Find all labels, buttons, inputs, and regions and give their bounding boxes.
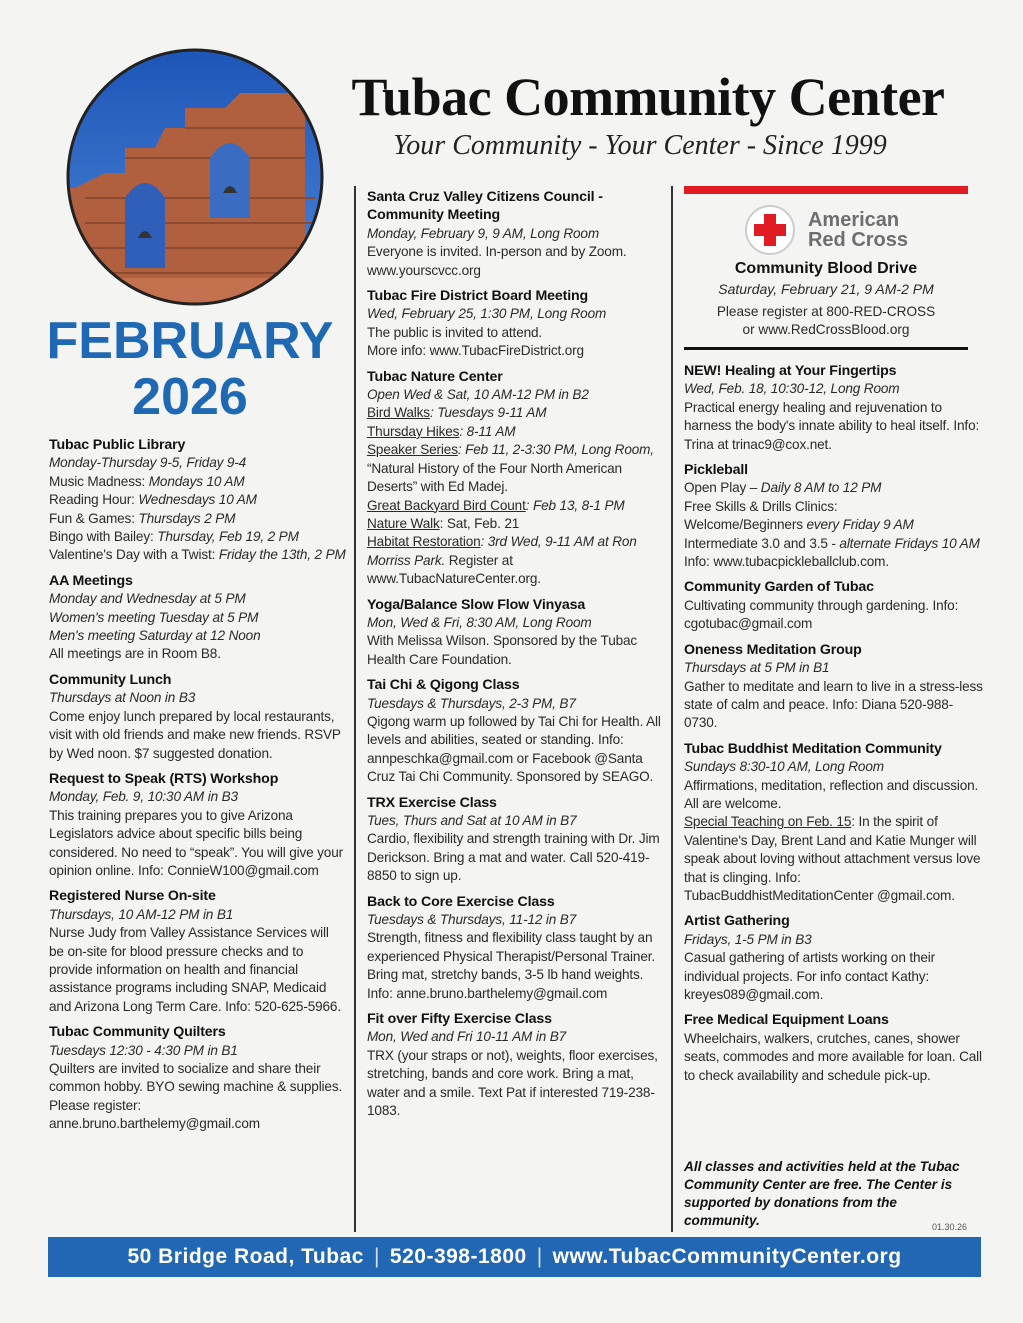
event-text: Tues, Thurs and Sat at 10 AM in B7 (367, 813, 577, 828)
event-detail-line (367, 497, 663, 515)
month-year-heading (40, 313, 340, 425)
event-title: Yoga/Balance Slow Flow Vinyasa (367, 596, 586, 613)
event-title: TRX Exercise Class (367, 794, 497, 811)
event-detail-line (367, 911, 663, 929)
column-right (684, 362, 986, 1092)
event-detail-line (367, 515, 663, 533)
event-section (367, 676, 663, 786)
event-text: : 8-11 AM (459, 423, 516, 439)
event-text: Thursdays 2 PM (138, 510, 236, 526)
event-detail-line (49, 546, 347, 564)
event-subheading: Nature Walk (367, 515, 440, 531)
event-detail-line (367, 533, 663, 588)
event-detail-line (367, 713, 663, 787)
event-detail-line (684, 479, 986, 497)
event-title: Free Medical Equipment Loans (684, 1012, 889, 1029)
event-subheading: Bird Walks (367, 405, 430, 421)
event-subheading: Habitat Restoration (367, 534, 481, 550)
event-text: Tuesdays 12:30 - 4:30 PM in B1 (49, 1042, 238, 1058)
event-text: Fun & Games: (49, 510, 139, 526)
event-title: Santa Cruz Valley Citizens Council - Community Meeting (367, 189, 603, 224)
event-detail-line (367, 305, 663, 323)
event-text: Friday the 13th, 2 PM (218, 547, 346, 563)
event-text: Valentine's Day with a Twist: (49, 547, 219, 563)
event-text: : Feb 11, 2-3:30 PM, Long Room, (457, 442, 654, 458)
event-text: Intermediate 3.0 and 3.5 - (684, 535, 840, 551)
event-subheading: Great Backyard Bird Count (367, 497, 526, 513)
brand-line-1: American (807, 209, 900, 231)
event-subheading: Speaker Series (367, 442, 458, 458)
event-detail-line (367, 386, 663, 404)
event-section (684, 912, 986, 1004)
event-text: All meetings are in Room B8. (49, 646, 221, 662)
event-text: Music Madness: (49, 473, 149, 489)
event-detail-line (367, 243, 663, 280)
event-section (684, 578, 986, 633)
event-subheading: Special Teaching on Feb. 15 (684, 814, 852, 830)
event-text: : Feb 13, 8-1 PM (525, 497, 625, 513)
red-cross-logo (684, 204, 968, 256)
event-title: Tubac Buddhist Meditation Community (684, 740, 942, 757)
event-text: alternate Fridays 10 AM (839, 535, 980, 551)
separator: | (373, 1245, 380, 1268)
event-section (684, 461, 986, 571)
event-title: Pickleball (684, 462, 748, 479)
event-text: Info: www.tubacpickleballclub.com. (684, 554, 889, 570)
event-detail-line (684, 678, 986, 733)
red-cross-blood-drive (684, 186, 968, 350)
event-title: Community Lunch (49, 671, 172, 688)
event-detail-line (367, 324, 663, 342)
footer-website[interactable]: www.TubacCommunityCenter.org (552, 1245, 902, 1268)
event-title: Community Garden of Tubac (684, 579, 874, 596)
event-text: Tuesdays & Thursdays, 2-3 PM, B7 (367, 695, 576, 711)
event-detail-line (367, 830, 663, 885)
event-section (49, 770, 347, 880)
event-detail-line (684, 777, 986, 814)
event-detail-line (684, 380, 986, 398)
register-website: or www.RedCrossBlood.org (742, 322, 910, 337)
event-detail-line (367, 812, 663, 830)
free-activities-note: All classes and activities held at the Tubac Community Center are free. The Center is supported by donations from the community. (684, 1159, 960, 1228)
event-detail-line (367, 423, 663, 441)
event-section (367, 1010, 663, 1120)
event-text: More info: www.TubacFireDistrict.org (367, 343, 584, 359)
event-section (684, 641, 986, 733)
year: 2026 (132, 368, 248, 426)
event-section (367, 287, 663, 361)
event-detail-line (49, 645, 347, 663)
event-detail-line (684, 399, 986, 454)
column-middle (367, 188, 663, 1128)
page-title: Tubac Community Center (351, 67, 945, 127)
event-title: Tubac Fire District Board Meeting (367, 288, 589, 305)
tagline: Your Community - Your Center - Since 1999 (393, 130, 887, 161)
event-text: Cardio, flexibility and strength training with Dr. Jim Derickson. Bring a mat and water. Call 520-419-8850 to sign up. (367, 831, 660, 884)
event-text: Wednesdays 10 AM (138, 492, 257, 508)
event-title: Tubac Nature Center (367, 368, 503, 385)
event-text: : Tuesdays 9-11 AM (429, 405, 547, 421)
event-text: Men's meeting Saturday at 12 Noon (49, 628, 261, 644)
event-section (367, 893, 663, 1003)
event-text: Thursdays, 10 AM-12 PM in B1 (49, 906, 234, 922)
event-text: Women's meeting Tuesday at 5 PM (49, 609, 259, 625)
event-detail-line (367, 1028, 663, 1046)
event-detail-line (684, 498, 986, 516)
event-text: Thursdays at Noon in B3 (49, 690, 196, 706)
event-detail-line (684, 516, 986, 534)
event-section (367, 188, 663, 280)
event-text: TRX (your straps or not), weights, floor exercises, stretching, bands and core work. Bring a mat, water and a smile. Text Pat if interested 719-238-1083. (367, 1047, 658, 1119)
event-section (367, 794, 663, 886)
event-detail-line (49, 473, 347, 491)
event-title: Tai Chi & Qigong Class (367, 677, 520, 694)
event-detail-line (367, 632, 663, 669)
event-text: : Sat, Feb. 21 (439, 515, 520, 531)
event-section (684, 740, 986, 906)
separator: | (536, 1245, 543, 1268)
footer-bar (48, 1237, 981, 1277)
event-section (49, 887, 347, 1016)
event-text: Open Play – (684, 480, 761, 496)
event-text: Thursdays at 5 PM in B1 (684, 660, 830, 676)
event-section (49, 1023, 347, 1133)
footer-address: 50 Bridge Road, Tubac (127, 1245, 364, 1268)
event-text: With Melissa Wilson. Sponsored by the Tubac Health Care Foundation. (367, 633, 638, 667)
footer-phone: 520-398-1800 (389, 1245, 527, 1268)
event-text: Mon, Wed & Fri, 8:30 AM, Long Room (367, 614, 592, 630)
event-detail-line (49, 807, 347, 881)
event-text: Monday and Wednesday at 5 PM (49, 591, 246, 607)
event-title: Back to Core Exercise Class (367, 893, 555, 910)
event-text: Register at www.TubacNatureCenter.org. (367, 552, 541, 587)
event-text: Bingo with Bailey: (49, 529, 158, 545)
event-text: Cultivating community through gardening. Info: cgotubac@gmail.com (684, 597, 959, 632)
event-detail-line (49, 708, 347, 763)
event-detail-line (49, 510, 347, 528)
event-text: Monday-Thursday 9-5, Friday 9-4 (49, 455, 247, 471)
event-text: every Friday 9 AM (806, 517, 914, 533)
event-title: Fit over Fifty Exercise Class (367, 1011, 552, 1028)
event-text: “Natural History of the Four North American Deserts” with Ed Madej. (367, 460, 622, 495)
event-text: Reading Hour: (49, 492, 139, 508)
column-divider (671, 186, 673, 1232)
divider (684, 347, 968, 350)
event-title: Registered Nurse On-site (49, 888, 216, 905)
event-detail-line (367, 695, 663, 713)
event-text: : 3rd Wed, 9-11 AM at Ron Morriss Park. (367, 534, 637, 568)
event-section (49, 671, 347, 763)
event-title: AA Meetings (49, 572, 133, 589)
event-text: Fridays, 1-5 PM in B3 (684, 931, 812, 947)
event-text: Tuesdays & Thursdays, 11-12 in B7 (367, 912, 577, 928)
event-detail-line (49, 609, 347, 627)
event-text: Quilters are invited to socialize and share their common hobby. BYO sewing machine & supplies. Please register: anne.bruno.barthelemy@gmail.com (49, 1061, 343, 1132)
event-detail-line (684, 813, 986, 905)
event-detail-line (49, 590, 347, 608)
event-detail-line (367, 441, 663, 496)
event-title: Tubac Public Library (49, 437, 186, 453)
event-text: Qigong warm up followed by Tai Chi for Health. All levels and abilities, seated or standing. Info: annpeschka@gmail.com or Facebook @Santa Cruz Tai Chi Community. Sponsored by SEAGO. (367, 713, 661, 785)
event-text: Nurse Judy from Valley Assistance Services will be on-site for blood pressure checks and to provide information on health and financial assistance programs including SNAP, Medicaid and Arizona Long Term Care. Info: 520-625-5966. (49, 925, 341, 1014)
event-text: Strength, fitness and flexibility class taught by an experienced Physical Therapist/Personal Trainer. Bring mat, stretchy bands, 3-5 lb hand weights. Info: anne.bruno.barthelemy@gmail.com (367, 930, 655, 1001)
event-detail-line (49, 454, 347, 472)
event-title: Request to Speak (RTS) Workshop (49, 770, 279, 787)
event-section (49, 572, 347, 664)
red-bar (684, 186, 968, 194)
event-detail-line (684, 758, 986, 776)
event-text: Wed, February 25, 1:30 PM, Long Room (367, 306, 607, 322)
event-detail-line (49, 528, 347, 546)
event-detail-line (49, 788, 347, 806)
event-detail-line (367, 225, 663, 243)
event-text: Wed, Feb. 18, 10:30-12, Long Room (684, 381, 900, 397)
event-section (49, 436, 347, 565)
brand-line-2: Red Cross (807, 229, 909, 251)
event-detail-line (367, 1047, 663, 1121)
event-detail-line (49, 627, 347, 645)
event-detail-line (684, 597, 986, 634)
event-text: Thursday, Feb 19, 2 PM (157, 529, 299, 545)
event-detail-line (367, 929, 663, 1003)
event-section (684, 362, 986, 454)
event-text: : In the spirit of Valentine's Day, Brent Land and Katie Munger will speak about loving without attachment versus love that is clinging. Info: TubacBuddhistMeditationCenter @gmail.com. (684, 814, 981, 903)
red-cross-icon (744, 204, 796, 256)
event-detail-line (684, 949, 986, 1004)
event-text: Sundays 8:30-10 AM, Long Room (684, 759, 884, 775)
event-detail-line (684, 1030, 986, 1085)
event-title: NEW! Healing at Your Fingertips (684, 363, 897, 379)
event-text: Mon, Wed and Fri 10-11 AM in B7 (367, 1029, 567, 1045)
event-text: Gather to meditate and learn to live in a stress-less state of calm and peace. Info: Diana 520-988-0730. (684, 678, 983, 731)
bell-tower-photo (65, 48, 325, 306)
event-text: Monday, February 9, 9 AM, Long Room (367, 225, 599, 241)
event-detail-line (684, 535, 986, 553)
event-text: The public is invited to attend. (367, 324, 543, 340)
event-detail-line (684, 931, 986, 949)
event-title: Tubac Community Quilters (49, 1024, 226, 1041)
event-detail-line (49, 689, 347, 707)
event-text: Everyone is invited. In-person and by Zoom. www.yourscvcc.org (367, 244, 627, 278)
event-text: Mondays 10 AM (148, 473, 245, 489)
event-text: Wheelchairs, walkers, crutches, canes, shower seats, commodes and more available for loan. Call to check availability and schedule pick-up. (684, 1030, 982, 1083)
event-text: Daily 8 AM to 12 PM (760, 480, 882, 496)
register-phone: Please register at 800-RED-CROSS (716, 304, 936, 319)
event-text: Practical energy healing and rejuvenation to harness the body's innate ability to heal itself. Info: Trina at trinac9@cox.net. (684, 399, 980, 452)
column-divider (354, 186, 356, 1232)
event-section (367, 368, 663, 589)
month: FEBRUARY (46, 312, 334, 370)
event-detail-line (684, 553, 986, 571)
version-date: 01.30.26 (932, 1222, 968, 1232)
event-detail-line (49, 906, 347, 924)
event-detail-line (49, 1042, 347, 1060)
event-detail-line (367, 342, 663, 360)
event-text: Open Wed & Sat, 10 AM-12 PM in B2 (367, 387, 589, 403)
event-title: Oneness Meditation Group (684, 641, 862, 658)
blood-drive-date: Saturday, February 21, 9 AM-2 PM (718, 281, 934, 297)
event-detail-line (367, 614, 663, 632)
event-text: Monday, Feb. 9, 10:30 AM in B3 (49, 789, 238, 805)
event-text: Welcome/Beginners (684, 517, 807, 533)
blood-drive-heading: Community Blood Drive (734, 260, 918, 277)
event-text: Come enjoy lunch prepared by local restaurants, visit with old friends and make new friends. RSVP by Wed noon. $7 suggested donation. (49, 708, 341, 761)
event-text: Free Skills & Drills Clinics: (684, 498, 838, 514)
event-section (684, 1011, 986, 1085)
event-detail-line (367, 404, 663, 422)
event-text: This training prepares you to give Arizona Legislators advice about specific bills being considered. No need to “speak”. You will give your opinion online. Info: ConnieW100@gmail.com (49, 807, 344, 878)
event-subheading: Thursday Hikes (367, 423, 460, 439)
event-detail-line (49, 491, 347, 509)
event-section (367, 596, 663, 670)
event-detail-line (49, 1060, 347, 1134)
column-left (49, 436, 347, 1141)
event-text: Casual gathering of artists working on their individual projects. For info contact Kathy: kreyes089@gmail.com. (684, 950, 936, 1002)
event-detail-line (49, 924, 347, 1016)
event-text: Affirmations, meditation, reflection and discussion. All are welcome. (684, 777, 979, 811)
event-title: Artist Gathering (684, 913, 790, 930)
event-detail-line (684, 659, 986, 677)
